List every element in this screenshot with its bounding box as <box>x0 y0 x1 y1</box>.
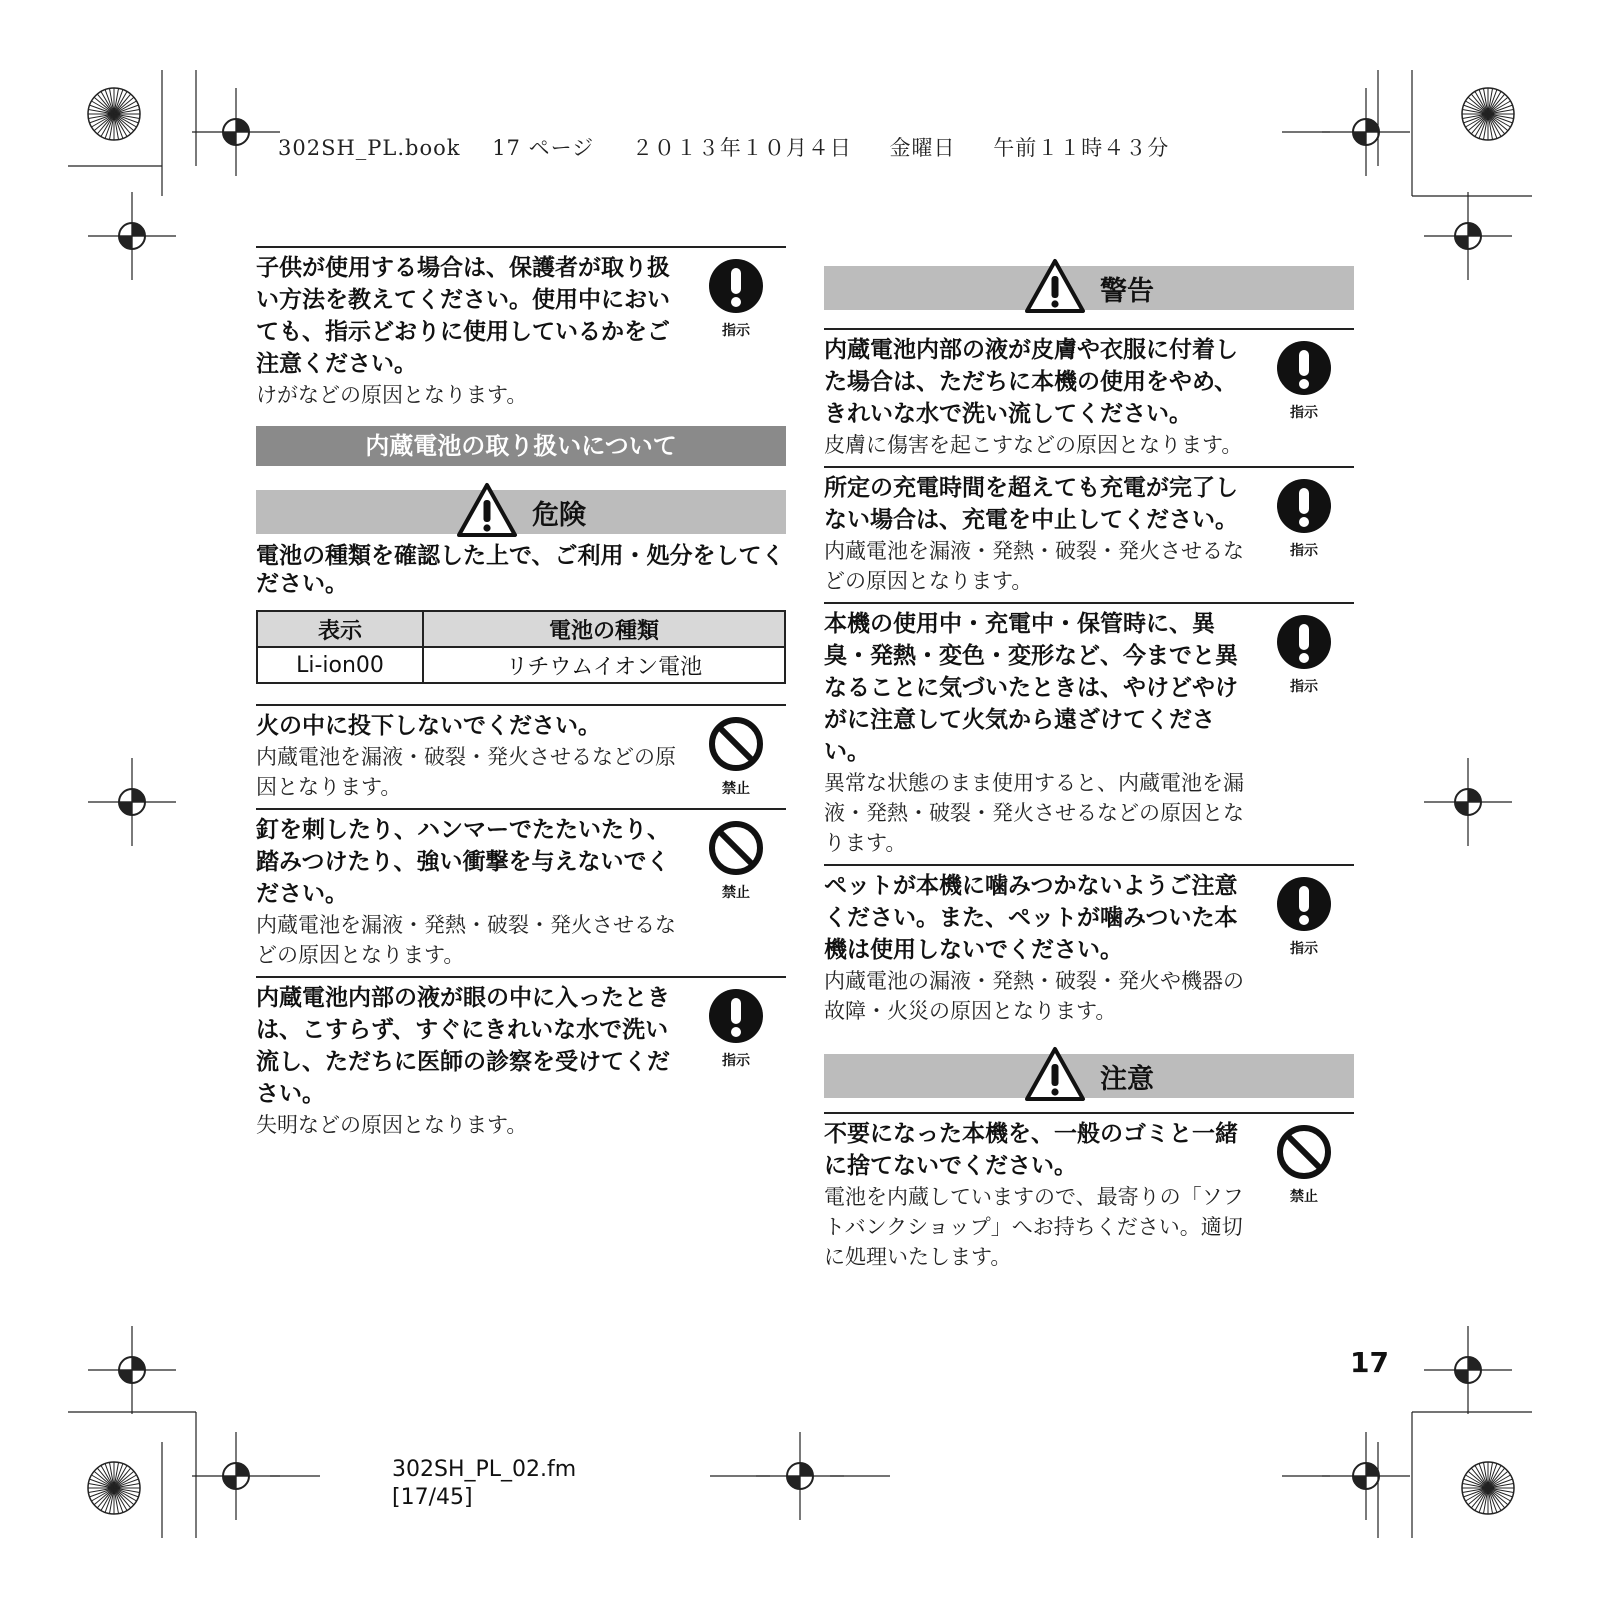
icon-caption: 指示 <box>1290 679 1318 695</box>
list-item <box>824 604 1354 858</box>
warning-banner <box>824 266 1354 310</box>
danger-label: 危険 <box>532 499 586 531</box>
prohibited-icon <box>706 820 766 902</box>
item-desc: 内蔵電池を漏液・発熱・破裂・発火させるなどの原因となります。 <box>824 539 1244 593</box>
footer-file-info <box>392 1456 576 1512</box>
crosshair-target-icon <box>1424 758 1512 846</box>
print-header <box>278 132 1169 162</box>
crosshair-target-icon <box>88 192 176 280</box>
icon-caption: 指示 <box>1290 941 1318 957</box>
list-item <box>256 706 786 802</box>
crosshair-target-icon <box>1424 192 1512 280</box>
lead-text: 電池の種類を確認した上で、ご利用・処分をしてください。 <box>256 543 785 597</box>
item-desc: 異常な状態のまま使用すると、内蔵電池を漏液・発熱・破裂・発火させるなどの原因となります。 <box>824 771 1244 855</box>
starburst-mark-icon <box>1462 88 1514 140</box>
header-weekday: 金曜日 <box>889 136 956 160</box>
table-header: 電池の種類 <box>423 611 785 647</box>
instruction-icon <box>1274 340 1334 422</box>
list-item <box>256 978 786 1140</box>
instruction-icon <box>706 988 766 1070</box>
warning-label: 警告 <box>1100 275 1154 307</box>
item-title: 内蔵電池内部の液が眼の中に入ったときは、こすらず、すぐにきれいな水で洗い流し、ただちに医師の診察を受けてください。 <box>256 985 670 1107</box>
list-item <box>824 330 1354 460</box>
icon-caption: 指示 <box>722 323 750 339</box>
header-date: ２０１３年１０月４日 <box>631 136 852 160</box>
table-cell: Li-ion00 <box>257 647 423 683</box>
battery-type-table <box>256 610 786 684</box>
crosshair-target-icon <box>1322 88 1410 176</box>
instruction-icon <box>1274 478 1334 560</box>
instruction-icon <box>706 258 766 340</box>
item-desc: 皮膚に傷害を起こすなどの原因となります。 <box>824 433 1243 457</box>
table-header: 表示 <box>257 611 423 647</box>
header-time: 午前１１時４３分 <box>993 136 1170 160</box>
item-title: 釘を刺したり、ハンマーでたたいたり、踏みつけたり、強い衝撃を与えないでください。 <box>256 817 670 907</box>
item-title: 子供が使用する場合は、保護者が取り扱い方法を教えてください。使用中においても、指示どおりに使用しているかをご注意ください。 <box>256 255 670 377</box>
item-title: 火の中に投下しないでください。 <box>256 713 601 739</box>
caution-banner <box>824 1054 1354 1098</box>
item-title: ペットが本機に噛みつかないようご注意ください。また、ペットが噛みついた本機は使用しないでください。 <box>824 873 1238 963</box>
item-desc: 失明などの原因となります。 <box>256 1113 528 1137</box>
starburst-mark-icon <box>88 1462 140 1514</box>
icon-caption: 指示 <box>722 1053 750 1069</box>
starburst-mark-icon <box>88 88 140 140</box>
icon-caption: 禁止 <box>1290 1189 1318 1205</box>
right-column <box>824 266 1354 1272</box>
warning-triangle-icon <box>456 482 518 542</box>
icon-caption: 禁止 <box>722 885 750 901</box>
item-title: 本機の使用中・充電中・保管時に、異臭・発熱・変色・変形など、今までと異なることに気づいたときは、やけどやけがに注意して火気から遠ざけてください。 <box>824 611 1238 765</box>
crosshair-target-icon <box>88 1326 176 1414</box>
table-row <box>257 647 785 683</box>
crosshair-target-icon <box>1322 1432 1410 1520</box>
crosshair-target-icon <box>756 1432 844 1520</box>
instruction-icon <box>1274 614 1334 696</box>
item-desc: 電池を内蔵していますので、最寄りの「ソフトバンクショップ」へお持ちください。適切に処理いたします。 <box>824 1185 1244 1269</box>
left-column <box>256 246 786 1140</box>
warning-triangle-icon <box>1024 258 1086 318</box>
icon-caption: 禁止 <box>722 781 750 797</box>
item-desc: 内蔵電池を漏液・発熱・破裂・発火させるなどの原因となります。 <box>256 913 676 967</box>
instruction-icon <box>1274 876 1334 958</box>
crosshair-target-icon <box>88 758 176 846</box>
caution-label: 注意 <box>1100 1063 1154 1095</box>
icon-caption: 指示 <box>1290 543 1318 559</box>
table-cell: リチウムイオン電池 <box>423 647 785 683</box>
icon-caption: 指示 <box>1290 405 1318 421</box>
crosshair-target-icon <box>192 88 280 176</box>
item-title: 所定の充電時間を超えても充電が完了しない場合は、充電を中止してください。 <box>824 475 1238 533</box>
crosshair-target-icon <box>1424 1326 1512 1414</box>
intro-item <box>256 248 786 410</box>
prohibited-icon <box>706 716 766 798</box>
warning-triangle-icon <box>1024 1046 1086 1106</box>
item-title: 不要になった本機を、一般のゴミと一緒に捨てないでください。 <box>824 1121 1238 1179</box>
footer-pages: [17/45] <box>392 1485 473 1510</box>
item-title: 内蔵電池内部の液が皮膚や衣服に付着した場合は、ただちに本機の使用をやめ、きれいな水で洗い流してください。 <box>824 337 1238 427</box>
header-file: 302SH_PL.book <box>278 136 461 160</box>
header-page: 17 ページ <box>492 136 595 160</box>
item-desc: 内蔵電池の漏液・発熱・破裂・発火や機器の故障・火災の原因となります。 <box>824 969 1244 1023</box>
section-title: 内蔵電池の取り扱いについて <box>256 426 786 466</box>
footer-file: 302SH_PL_02.fm <box>392 1457 577 1482</box>
list-item <box>256 810 786 970</box>
item-desc: 内蔵電池を漏液・破裂・発火させるなどの原因となります。 <box>256 745 676 799</box>
list-item <box>824 1114 1354 1272</box>
prohibited-icon <box>1274 1124 1334 1206</box>
list-item <box>824 866 1354 1026</box>
item-desc: けがなどの原因となります。 <box>256 383 528 407</box>
page-number: 17 <box>1350 1346 1389 1379</box>
crosshair-target-icon <box>192 1432 280 1520</box>
danger-banner <box>256 490 786 534</box>
list-item <box>824 468 1354 596</box>
starburst-mark-icon <box>1462 1462 1514 1514</box>
